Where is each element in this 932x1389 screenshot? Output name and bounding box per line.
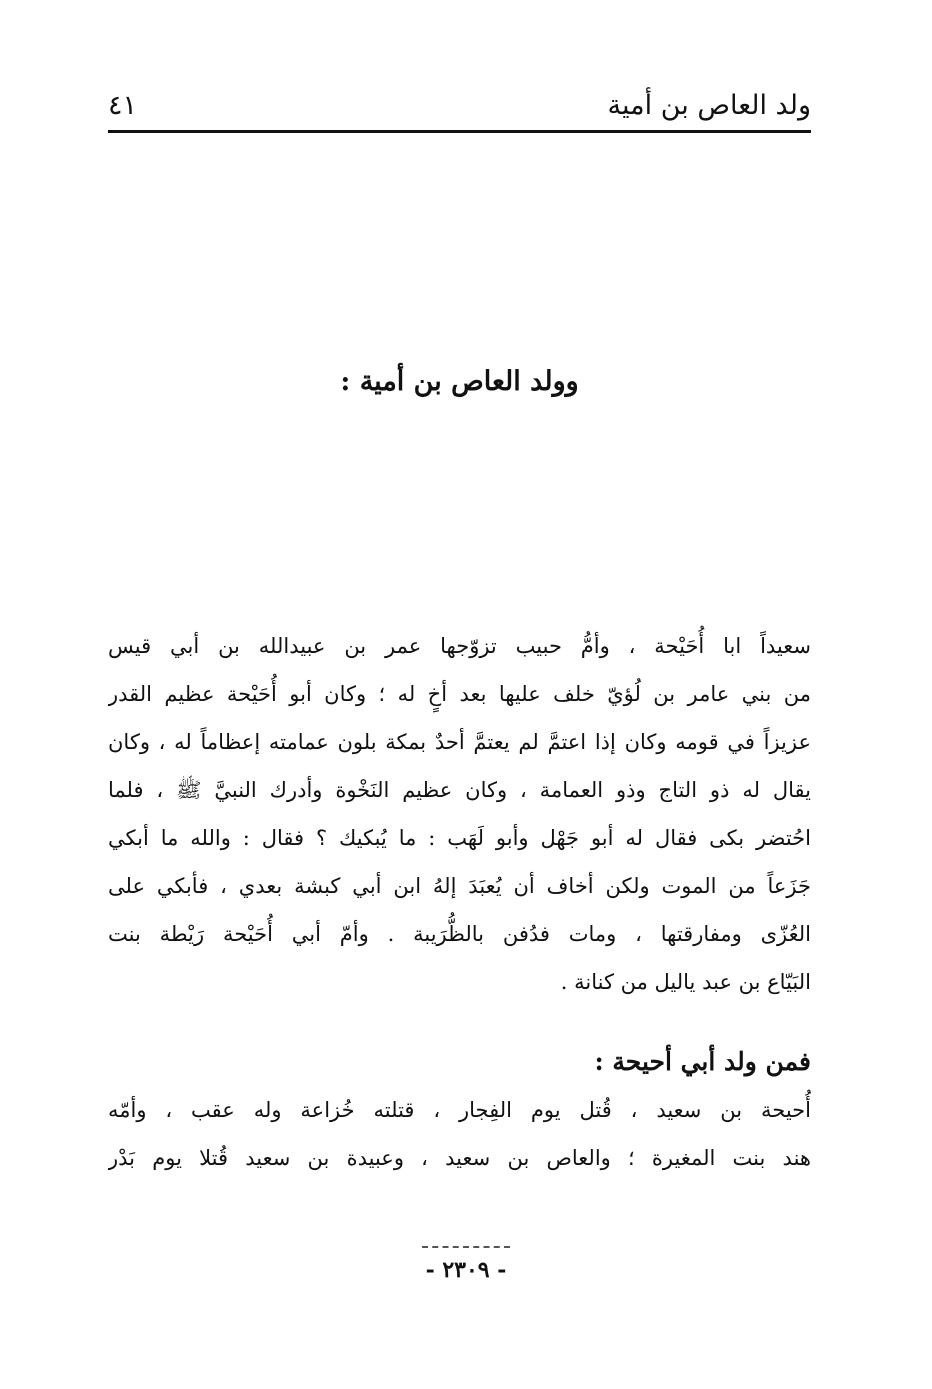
running-title: ولد العاص بن أمية — [607, 90, 811, 121]
header-rule — [108, 130, 811, 133]
text-line: العُزّى ومفارقتها ، ومات فدُفن بالظُّرَيبة . وأمّ أبي أُحَيْحة رَيْطة بنت — [108, 922, 811, 946]
page-number-bottom: - ٢٣٠٩ - — [425, 1257, 507, 1283]
text-line: البَيّاع بن عبد ياليل من كنانة . — [560, 970, 811, 994]
text-line: أُحيحة بن سعيد ، قُتل يوم الفِجار ، قتلته خُزاعة وله عقب ، وأمّه — [108, 1098, 811, 1122]
text-line: هند بنت المغيرة ؛ والعاص بن سعيد ، وعبيدة بن سعيد قُتلا يوم بَدْر — [108, 1146, 811, 1170]
text-line: احُتضر بكى فقال له أبو جَهْل وأبو لَهَب : ما يُبكيك ؟ فقال : والله ما أبكي — [108, 826, 811, 850]
text-line: جَزَعاً من الموت ولكن أخاف أن يُعبَدَ إلهُ ابن أبي كبشة بعدي ، فأبكي على — [108, 874, 811, 898]
text-line: سعيداً ابا أُحَيْحة ، وأمُّ حبيب تزوّجها عمر بن عبيدالله بن أبي قيس — [108, 634, 811, 658]
footer — [0, 1246, 932, 1286]
text-line: يقال له ذو التاج وذو العمامة ، وكان عظيم النَخْوة وأدرك النبيَّ ﷺ ، فلما — [108, 778, 811, 802]
text-line: من بني عامر بن لُؤيّ خلف عليها بعد أخٍ له ؛ وكان أبو أُحَيْحة عظيم القدر — [108, 682, 811, 706]
subheading: فمن ولد أبي أحيحة : — [594, 1047, 811, 1076]
section-title: وولد العاص بن أمية : — [340, 366, 579, 397]
running-header — [108, 86, 811, 130]
paragraph-2 — [108, 1086, 811, 1182]
text-line: عزيزاً في قومه وكان إذا اعتمَّ لم يعتمَّ أحدٌ بمكة بلون عمامته إعظاماً له ، وكان — [108, 730, 811, 754]
page-number-top: ٤١ — [108, 90, 138, 121]
footer-dashed-rule — [422, 1246, 510, 1248]
paragraph-1 — [108, 622, 811, 1006]
